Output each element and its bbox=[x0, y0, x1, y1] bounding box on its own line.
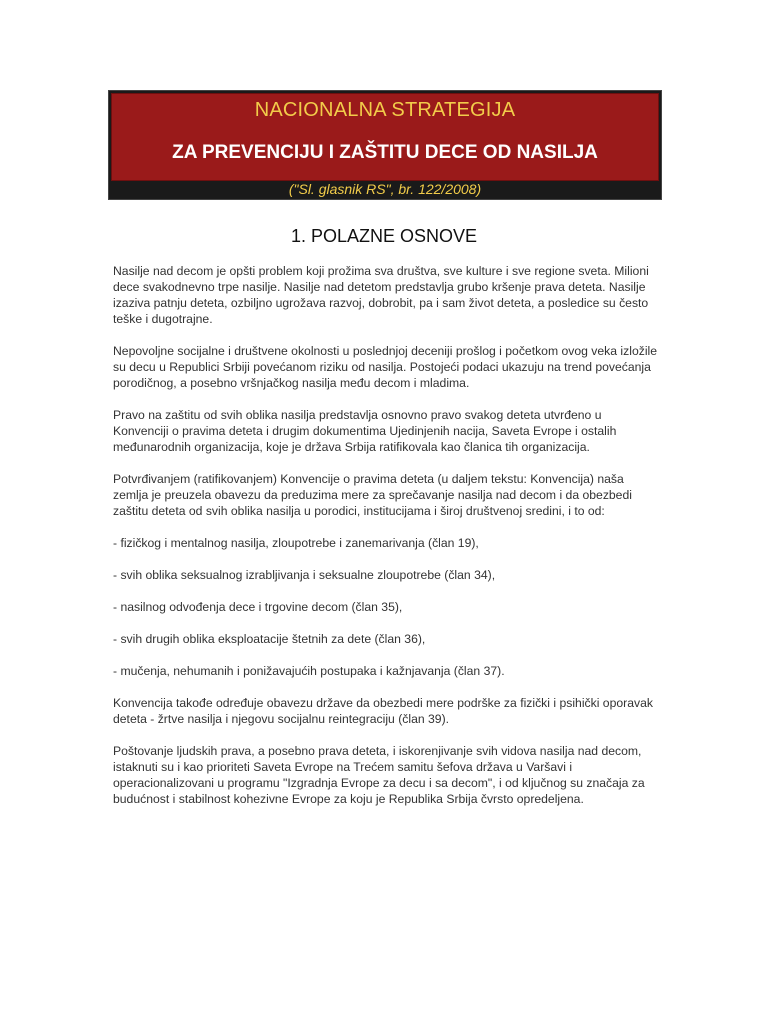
paragraph: Konvencija takođe određuje obavezu države da obezbedi mere podrške za fizički i psihički oporavak deteta - žrtve nasilja i njegovu socijalnu reintegraciju (član 39). bbox=[113, 696, 653, 726]
paragraph: Poštovanje ljudskih prava, a posebno prava deteta, i iskorenjivanje svih vidova nasilja nad decom, istaknuti su i kao prioriteti Saveta Evrope na Trećem samitu šefova država u Varšavi i operacionalizovani u programu "Izgradnja Evrope za decu i sa decom", i od ključnog su značaja za budućnost i stabilnost kohezivne Evrope za koju je Republika Srbija čvrsto opredeljena. bbox=[113, 744, 645, 806]
document-subtitle: ZA PREVENCIJU I ZAŠTITU DECE OD NASILJA bbox=[172, 142, 598, 163]
header-title-panel bbox=[111, 93, 659, 181]
paragraph: Nasilje nad decom je opšti problem koji prožima sva društva, sve kulture i sve regione sveta. Milioni dece svakodnevno trpe nasilje. Nasilje nad detetom predstavlja grubo kršenje prava deteta. Nasilje izaziva patnju deteta, ozbiljno ugrožava razvoj, dobrobit, pa i sam život deteta, a posledice su često teške i dugotrajne. bbox=[113, 264, 649, 326]
list-item: - fizičkog i mentalnog nasilja, zloupotrebe i zanemarivanja (član 19), bbox=[113, 536, 479, 550]
document-body bbox=[113, 263, 658, 823]
list-item: - svih oblika seksualnog izrabljivanja i seksualne zloupotrebe (član 34), bbox=[113, 568, 496, 582]
list-item: - nasilnog odvođenja dece i trgovine decom (član 35), bbox=[113, 600, 403, 614]
document-header bbox=[108, 90, 662, 200]
paragraph: Potvrđivanjem (ratifikovanjem) Konvencije o pravima deteta (u daljem tekstu: Konvencija) naša zemlja je preuzela obavezu da preduzima mere za sprečavanje nasilja nad decom i da obezbedi zaštitu deteta od svih oblika nasilja u porodici, institucijama i široj društvenoj sredini, i to od: bbox=[113, 472, 632, 518]
section-heading: 1. POLAZNE OSNOVE bbox=[290, 226, 478, 246]
paragraph: Nepovoljne socijalne i društvene okolnosti u poslednjoj deceniji prošlog i početkom ovog veka izložile su decu u Republici Srbiji povećanom riziku od nasilja. Postojeći podaci ukazuju na trend povećanja porodičnog, a posebno vršnjačkog nasilja među decom i mladima. bbox=[113, 344, 658, 390]
paragraph: Pravo na zaštitu od svih oblika nasilja predstavlja osnovno pravo svakog deteta utvrđeno u Konvenciji o pravima deteta i drugim dokumentima Ujedinjenih nacija, Saveta Evrope i ostalih međunarodnih organizacija, koje je država Srbija ratifikovala kao članica tih organizacija. bbox=[113, 408, 617, 454]
document-source-citation: ("Sl. glasnik RS", br. 122/2008) bbox=[288, 181, 482, 197]
document-title: NACIONALNA STRATEGIJA bbox=[254, 99, 516, 121]
list-item: - svih drugih oblika eksploatacije štetnih za dete (član 36), bbox=[113, 632, 426, 646]
list-item: - mučenja, nehumanih i ponižavajućih postupaka i kažnjavanja (član 37). bbox=[113, 664, 505, 678]
